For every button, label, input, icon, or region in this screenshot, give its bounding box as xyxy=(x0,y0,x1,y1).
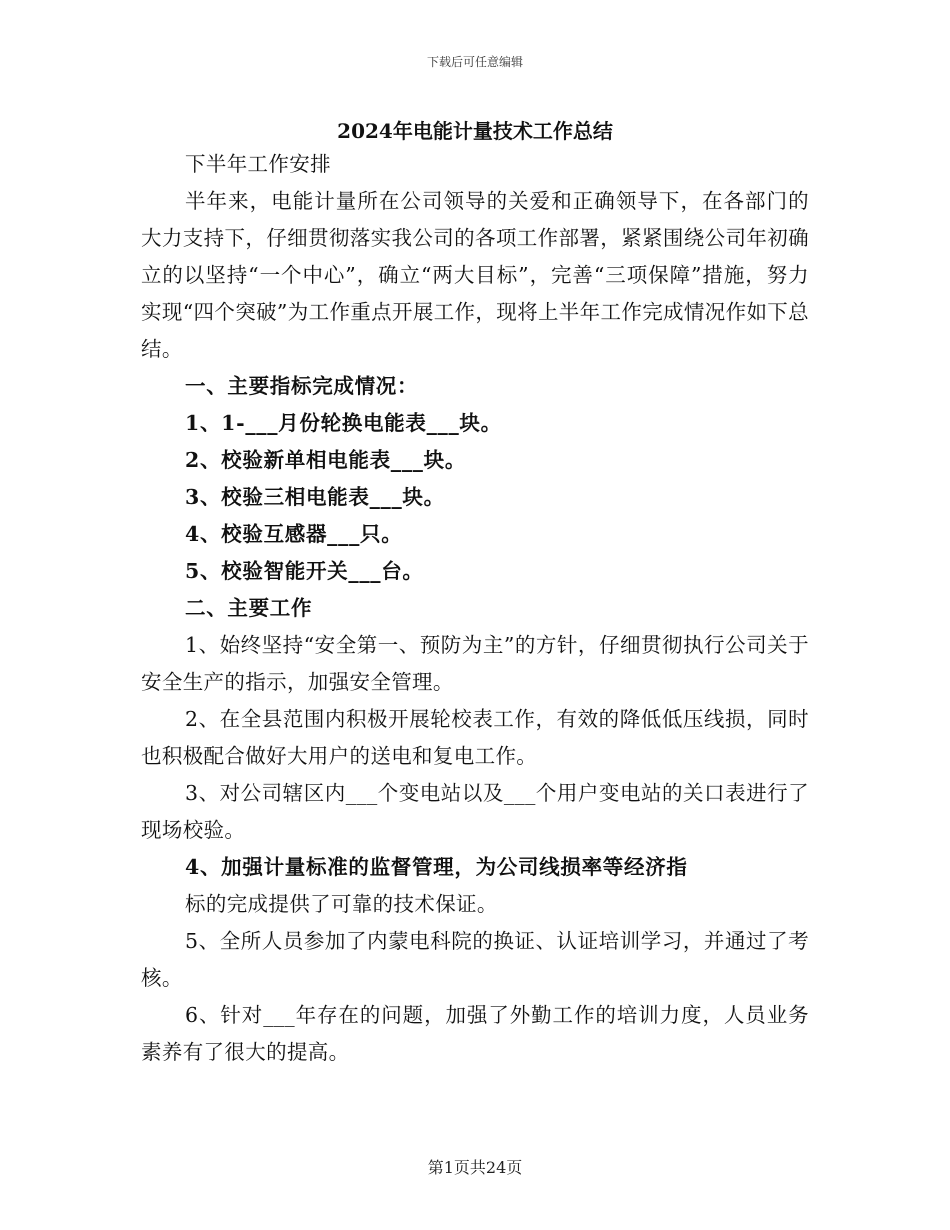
work-item: 5、全所人员参加了内蒙电科院的换证、认证培训学习，并通过了考核。 xyxy=(141,929,809,990)
indicator-item: 2、校验新单相电能表___块。 xyxy=(185,448,467,472)
header-note: 下载后可任意编辑 xyxy=(426,55,523,69)
work-item-continued: 标的完成提供了可靠的技术保证。 xyxy=(185,892,498,916)
document-title: 2024年电能计量技术工作总结 xyxy=(337,119,613,143)
document-body xyxy=(141,146,809,1071)
work-item: 1、始终坚持“安全第一、预防为主”的方针，仔细贯彻执行公司关于安全生产的指示，加强安全管理。 xyxy=(141,633,809,694)
indicator-item: 1、1-___月份轮换电能表___块。 xyxy=(185,411,502,435)
paragraph-intro: 半年来，电能计量所在公司领导的关爱和正确领导下，在各部门的大力支持下，仔细贯彻落实我公司的各项工作部署，紧紧围绕公司年初确立的以坚持“一个中心”，确立“两大目标”，完善“三项保障”措施，努力实现“四个突破”为工作重点开展工作，现将上半年工作完成情况作如下总结。 xyxy=(141,189,810,361)
work-item-bold: 4、加强计量标准的监督管理，为公司线损率等经济指 xyxy=(185,855,688,879)
section-heading-indicators: 一、主要指标完成情况： xyxy=(185,374,419,398)
indicator-item: 5、校验智能开关___台。 xyxy=(185,559,424,583)
section-heading-main-work: 二、主要工作 xyxy=(185,596,313,620)
work-item: 6、针对___年存在的问题，加强了外勤工作的培训力度，人员业务素养有了很大的提高。 xyxy=(141,1003,809,1064)
work-item: 2、在全县范围内积极开展轮校表工作，有效的降低低压线损，同时也积极配合做好大用户的送电和复电工作。 xyxy=(141,707,809,768)
page-number-footer: 第1页共24页 xyxy=(427,1158,523,1177)
paragraph-subtitle: 下半年工作安排 xyxy=(185,152,331,176)
work-item: 3、对公司辖区内___个变电站以及___个用户变电站的关口表进行了现场校验。 xyxy=(141,781,809,842)
indicator-item: 4、校验互感器___只。 xyxy=(185,522,403,546)
indicator-item: 3、校验三相电能表___块。 xyxy=(185,485,445,509)
